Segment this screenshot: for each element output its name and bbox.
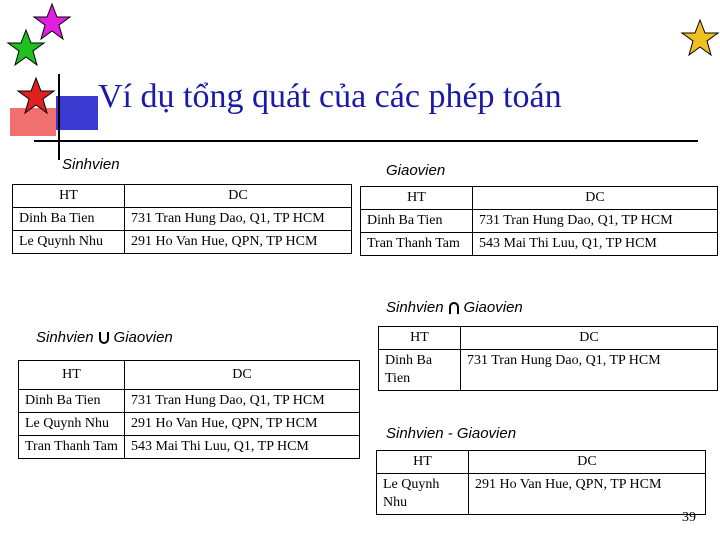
red-star-icon bbox=[16, 76, 56, 116]
intersection-label bbox=[386, 299, 523, 316]
cell-dc: 543 Mai Thi Luu, Q1, TP HCM bbox=[473, 233, 718, 256]
cell-ht: Tran Thanh Tam bbox=[361, 233, 473, 256]
table-header-row bbox=[19, 361, 360, 390]
page-number: 39 bbox=[682, 510, 696, 525]
cell-ht: Dinh Ba Tien bbox=[13, 208, 125, 231]
title-underline bbox=[34, 140, 698, 142]
cell-ht: Dinh Ba Tien bbox=[19, 390, 125, 413]
cell-ht: Dinh Ba Tien bbox=[379, 350, 461, 391]
header-dc: DC bbox=[469, 451, 706, 474]
cell-ht: Le Quynh Nhu bbox=[13, 231, 125, 254]
cell-dc: 731 Tran Hung Dao, Q1, TP HCM bbox=[125, 208, 352, 231]
decor-blue-block bbox=[56, 96, 98, 130]
intersection-icon bbox=[448, 301, 460, 315]
intersection-table bbox=[378, 326, 718, 391]
slide-title: Ví dụ tổng quát của các phép toán bbox=[98, 78, 562, 115]
union-table bbox=[18, 360, 360, 459]
sinhvien-label: Sinhvien bbox=[62, 156, 120, 173]
table-row bbox=[361, 210, 718, 233]
cell-dc: 291 Ho Van Hue, QPN, TP HCM bbox=[125, 413, 360, 436]
header-dc: DC bbox=[125, 361, 360, 390]
cell-dc: 291 Ho Van Hue, QPN, TP HCM bbox=[125, 231, 352, 254]
header-ht: HT bbox=[19, 361, 125, 390]
header-dc: DC bbox=[473, 187, 718, 210]
giaovien-table bbox=[360, 186, 718, 256]
table-row bbox=[379, 350, 718, 391]
table-row bbox=[13, 208, 352, 231]
intersection-right-operand: Giaovien bbox=[463, 299, 523, 316]
cell-dc: 291 Ho Van Hue, QPN, TP HCM bbox=[469, 474, 706, 515]
table-header-row bbox=[361, 187, 718, 210]
header-ht: HT bbox=[13, 185, 125, 208]
decor-vertical-line bbox=[58, 74, 60, 160]
cell-dc: 543 Mai Thi Luu, Q1, TP HCM bbox=[125, 436, 360, 459]
table-row bbox=[19, 436, 360, 459]
green-star-icon bbox=[6, 28, 46, 68]
header-ht: HT bbox=[361, 187, 473, 210]
table-row bbox=[361, 233, 718, 256]
intersection-left-operand: Sinhvien bbox=[386, 299, 444, 316]
sinhvien-table bbox=[12, 184, 352, 254]
table-row bbox=[19, 413, 360, 436]
union-icon bbox=[98, 331, 110, 345]
difference-label: Sinhvien - Giaovien bbox=[386, 425, 517, 442]
table-row bbox=[19, 390, 360, 413]
yellow-star-icon bbox=[680, 18, 720, 58]
cell-ht: Le Quynh Nhu bbox=[377, 474, 469, 515]
table-header-row bbox=[379, 327, 718, 350]
table-row bbox=[13, 231, 352, 254]
table-header-row bbox=[13, 185, 352, 208]
cell-ht: Dinh Ba Tien bbox=[361, 210, 473, 233]
union-left-operand: Sinhvien bbox=[36, 329, 94, 346]
cell-ht: Tran Thanh Tam bbox=[19, 436, 125, 459]
header-ht: HT bbox=[377, 451, 469, 474]
table-header-row bbox=[377, 451, 706, 474]
cell-dc: 731 Tran Hung Dao, Q1, TP HCM bbox=[125, 390, 360, 413]
header-ht: HT bbox=[379, 327, 461, 350]
table-row bbox=[377, 474, 706, 515]
header-dc: DC bbox=[125, 185, 352, 208]
cell-dc: 731 Tran Hung Dao, Q1, TP HCM bbox=[473, 210, 718, 233]
giaovien-label: Giaovien bbox=[386, 162, 446, 179]
header-dc: DC bbox=[461, 327, 718, 350]
union-right-operand: Giaovien bbox=[113, 329, 173, 346]
cell-ht: Le Quynh Nhu bbox=[19, 413, 125, 436]
difference-table bbox=[376, 450, 706, 515]
union-label bbox=[36, 329, 173, 346]
cell-dc: 731 Tran Hung Dao, Q1, TP HCM bbox=[461, 350, 718, 391]
